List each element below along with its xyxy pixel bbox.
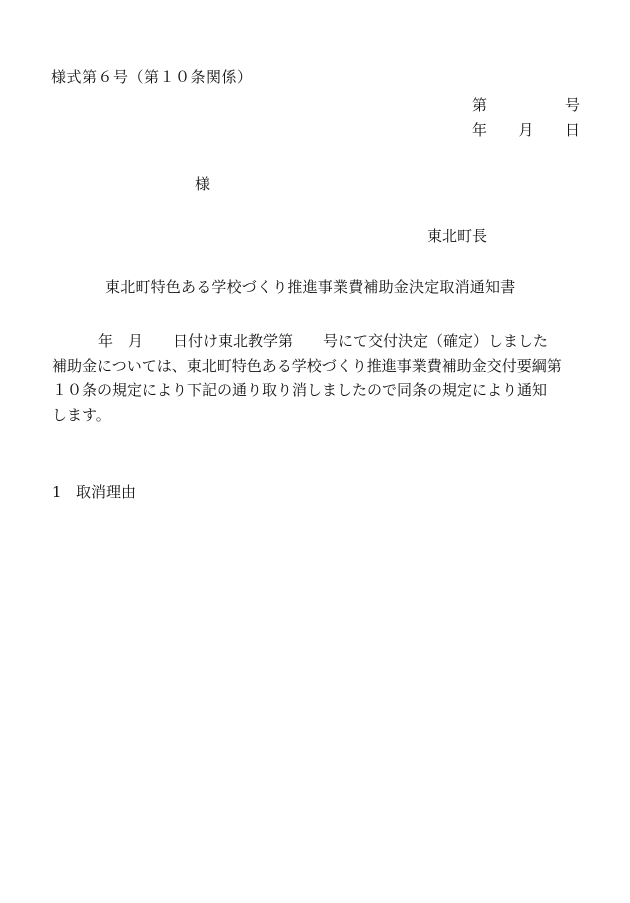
section-cancellation-reason <box>52 482 136 502</box>
date-month: 月 <box>518 121 534 139</box>
section-number: 1 <box>52 483 62 501</box>
document-date <box>472 120 580 140</box>
addressee-suffix: 様 <box>195 175 211 193</box>
date-day: 日 <box>564 121 580 139</box>
form-label: 様式第６号（第１０条関係） <box>51 68 253 86</box>
document-number-prefix: 第 <box>472 96 488 114</box>
body-line: します。 <box>52 405 111 424</box>
date-year: 年 <box>472 121 488 139</box>
section-label: 取消理由 <box>76 483 137 501</box>
document-title: 東北町特色ある学校づくり推進事業費補助金決定取消通知書 <box>105 278 516 296</box>
body-line: １０条の規定により下記の通り取り消しましたので同条の規定により通知 <box>52 381 548 399</box>
body-paragraph <box>52 329 580 427</box>
body-line: 年 月 日付け東北教学第 号にて交付決定（確定）しました <box>98 332 549 350</box>
body-line: 補助金については、東北町特色ある学校づくり推進事業費補助金交付要綱第 <box>52 356 562 375</box>
sender-name: 東北町長 <box>427 227 488 245</box>
document-number <box>472 95 580 115</box>
document-number-suffix: 号 <box>564 96 580 114</box>
